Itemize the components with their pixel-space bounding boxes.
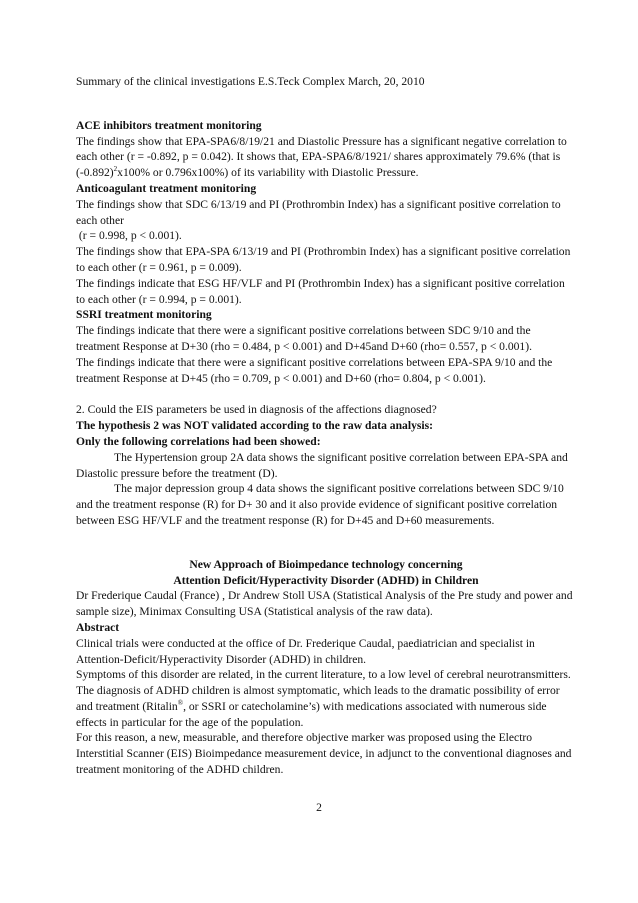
ace-paragraph	[76, 134, 576, 181]
abstract-paragraph-1: Clinical trials were conducted at the office of Dr. Frederique Caudal, paediatrician and specialist in Attention-Deficit/Hyperactivity Disorder (ADHD) in children.	[76, 636, 535, 666]
page-content	[76, 74, 576, 778]
hypothesis-question: 2. Could the EIS parameters be used in diagnosis of the affections diagnosed?	[76, 403, 437, 417]
anticoag-paragraph-3: The findings indicate that ESG HF/VLF and PI (Prothrombin Index) has a significant positive correlation to each other (r = 0.994, p = 0.001).	[76, 276, 565, 306]
depression-paragraph: The major depression group 4 data shows the significant positive correlations between SDC 9/10 and the treatment response (R) for D+ 30 and it also provide evidence of significant positive correlation between ESG HF/VLF and the treatment response (R) for D+45 and D+60 measurements.	[76, 482, 564, 527]
ace-text-b: x100% or 0.796x100%) of its variability with Diastolic Pressure.	[117, 166, 419, 180]
abstract-paragraph-2: Symptoms of this disorder are related, in the current literature, to a low level of cerebral neurotransmitters.	[76, 668, 571, 682]
anticoag-heading: Anticoagulant treatment monitoring	[76, 181, 257, 195]
anticoag-paragraph-1-stats: (r = 0.998, p < 0.001).	[76, 229, 182, 243]
abstract-p3-text-b: , or SSRI or catecholamine’s) with medications associated with numerous side effects in particular for the age of the population.	[76, 699, 547, 729]
page-number: 2	[316, 801, 322, 814]
abstract-p3-text-a: The diagnosis of ADHD children is almost symptomatic, which leads to the dramatic possibility of error and treatment (Ritalin	[76, 684, 560, 713]
anticoag-paragraph-1: The findings show that SDC 6/13/19 and PI (Prothrombin Index) has a significant positive correlation to each other	[76, 197, 561, 227]
ssri-paragraph-1: The findings indicate that there were a significant positive correlations between SDC 9/10 and the treatment Response at D+30 (rho = 0.484, p < 0.001) and D+45and D+60 (rho= 0.557, p < 0.001).	[76, 324, 532, 353]
article-authors: Dr Frederique Caudal (France) , Dr Andrew Stoll USA (Statistical Analysis of the Pre study and power and sample size), Minimax Consulting USA (Statistical analysis of the raw data).	[76, 589, 573, 619]
registered-mark: ®	[177, 698, 184, 707]
article-title-line-2: Attention Deficit/Hyperactivity Disorder (ADHD) in Children	[173, 573, 479, 587]
ace-text-a: The findings show that EPA-SPA6/8/19/21 and Diastolic Pressure has a significant negative correlation to each other (r = -0.892, p = 0.042). It shows that, EPA-SPA6/8/1921/ shares approximately 79.6% (that is (-0.892)	[76, 134, 567, 180]
hypothesis-only-following: Only the following correlations had been showed:	[76, 434, 321, 448]
abstract-paragraph-3	[76, 683, 576, 730]
abstract-paragraph-4: For this reason, a new, measurable, and therefore objective marker was proposed using the Electro Interstitial Scanner (EIS) Bioimpedance measurement device, in adjunct to the conventional diagnoses and treatment monitoring of the ADHD children.	[76, 731, 572, 777]
ace-superscript: 2	[113, 165, 118, 174]
ssri-paragraph-2: The findings indicate that there were a significant positive correlations between EPA-SPA 9/10 and the treatment Response at D+45 (rho = 0.709, p < 0.001) and D+60 (rho= 0.804, p < 0.001).	[76, 355, 553, 385]
hypothesis-not-validated: The hypothesis 2 was NOT validated according to the raw data analysis:	[76, 419, 433, 433]
ace-heading: ACE inhibitors treatment monitoring	[76, 118, 262, 132]
abstract-heading: Abstract	[76, 620, 120, 634]
anticoag-paragraph-2: The findings show that EPA-SPA 6/13/19 and PI (Prothrombin Index) has a significant positive correlation to each other (r = 0.961, p = 0.009).	[76, 245, 571, 274]
hypertension-paragraph: The Hypertension group 2A data shows the significant positive correlation between EPA-SPA and Diastolic pressure before the treatment (D).	[76, 450, 568, 480]
article-title-line-1: New Approach of Bioimpedance technology concerning	[189, 557, 463, 571]
ssri-heading: SSRI treatment monitoring	[76, 308, 212, 322]
summary-line: Summary of the clinical investigations E.S.Teck Complex March, 20, 2010	[76, 75, 425, 88]
